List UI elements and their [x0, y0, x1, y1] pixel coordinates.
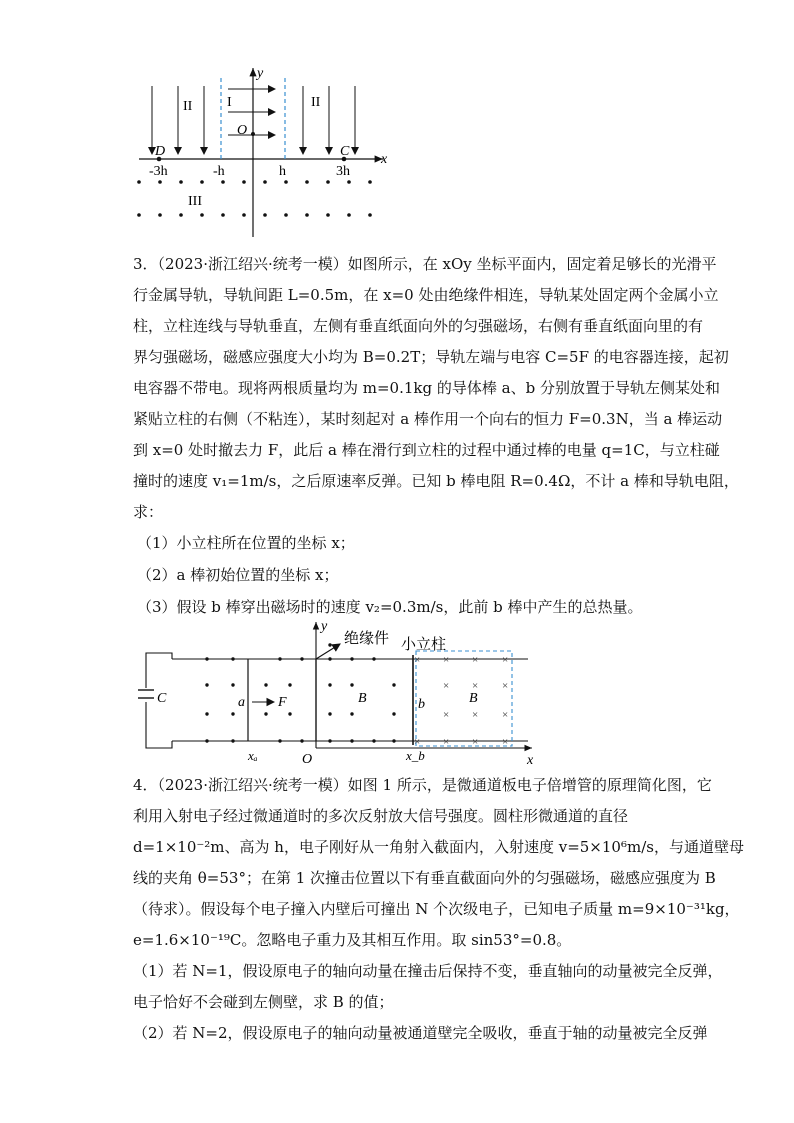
text-line: 紧贴立柱的右侧（不粘连），某时刻起对 a 棒作用一个向右的恒力 F=0.3N，当 a 棒运动	[133, 410, 723, 428]
question-3-sub-1: （1）小立柱所在位置的坐标 x；	[137, 534, 355, 552]
svg-text:×: ×	[502, 709, 509, 721]
tick-negh-label: -h	[213, 164, 225, 179]
svg-text:×: ×	[502, 680, 509, 692]
rail-circuit-diagram	[130, 618, 540, 768]
svg-text:×: ×	[472, 654, 479, 666]
svg-text:×: ×	[414, 736, 421, 748]
field-boundary	[416, 651, 512, 746]
svg-text:×: ×	[414, 654, 421, 666]
field-b-left-label: B	[358, 691, 367, 706]
question-3-sub-2: （2）a 棒初始位置的坐标 x；	[137, 566, 339, 584]
axis-y-label: y	[321, 619, 328, 634]
text-line: 电容器不带电。现将两根质量均为 m=0.1kg 的导体棒 a、b 分别放置于导轨左侧某处和	[133, 379, 720, 397]
svg-text:×: ×	[443, 654, 450, 666]
axis-y-label: y	[257, 66, 264, 81]
text-line: e=1.6×10⁻¹⁹C。忽略电子重力及其相互作用。取 sin53°=0.8。	[133, 931, 572, 949]
text-line: 4．（2023·浙江绍兴·统考一模）如图 1 所示，是微通道板电子倍增管的原理简化图，它	[133, 776, 712, 794]
text-line: 3．（2023·浙江绍兴·统考一模）如图所示，在 xOy 坐标平面内，固定着足够长的光滑平	[133, 255, 717, 273]
magnetic-field-crosses-in	[414, 654, 508, 748]
question-4-text	[133, 770, 744, 1049]
insulator-label: 绝缘件	[344, 631, 390, 647]
text-line: 界匀强磁场，磁感应强度大小均为 B=0.2T；导轨左端与电容 C=5F 的电容器连接，起初	[133, 348, 729, 366]
point-d-label: D	[155, 144, 166, 159]
tick-neg3h-label: -3h	[149, 164, 168, 179]
magnetic-field-dots-out	[205, 643, 395, 742]
region-ii-left-label: II	[183, 99, 193, 114]
text-line: d=1×10⁻²m、高为 h，电子刚好从一角射入截面内，入射速度 v=5×10⁶m/s，与通道壁母	[133, 838, 744, 856]
pillar-label: 小立柱	[401, 637, 447, 653]
svg-text:×: ×	[443, 709, 450, 721]
text-line: 撞时的速度 v₁=1m/s，之后原速率反弹。已知 b 棒电阻 R=0.4Ω，不计 a 棒和导轨电阻，	[133, 472, 739, 490]
point-c-label: C	[340, 144, 350, 159]
text-line: （待求）。假设每个电子撞入内壁后可撞出 N 个次级电子，已知电子质量 m=9×10⁻³¹kg，	[133, 900, 740, 918]
rod-a-label: a	[238, 695, 245, 710]
origin-label: O	[237, 123, 248, 138]
origin-label: O	[302, 752, 313, 767]
magnetic-field-dots	[137, 180, 372, 217]
capacitor-wire	[146, 702, 172, 748]
xa-label: xₐ	[248, 748, 258, 763]
question-3-text	[133, 249, 739, 528]
field-b-right-label: B	[469, 691, 478, 706]
rod-b-label: b	[418, 697, 425, 712]
insulator-pointer	[316, 644, 340, 659]
text-line: （2）若 N=2，假设原电子的轴向动量被通道壁完全吸收，垂直于轴的动量被完全反弹	[133, 1024, 708, 1042]
text-line: 电子恰好不会碰到左侧壁，求 B 的值；	[133, 993, 394, 1011]
text-line: 到 x=0 处时撤去力 F，此后 a 棒在滑行到立柱的过程中通过棒的电量 q=1C，与立柱碰	[133, 441, 720, 459]
text-line: 柱，立柱连线与导轨垂直，左侧有垂直纸面向外的匀强磁场，右侧有垂直纸面向里的有	[133, 317, 704, 335]
svg-text:×: ×	[502, 736, 509, 748]
question-3-sub-3: （3）假设 b 棒穿出磁场时的速度 v₂=0.3m/s，此前 b 棒中产生的总热量。	[137, 598, 643, 616]
origin-dot	[251, 132, 255, 136]
text-line: （1）若 N=1，假设原电子的轴向动量在撞击后保持不变，垂直轴向的动量被完全反弹，	[133, 962, 723, 980]
xb-label: x_b	[406, 748, 425, 763]
svg-text:×: ×	[472, 736, 479, 748]
tick-h-label: h	[279, 164, 286, 179]
text-line: 行金属导轨，导轨间距 L=0.5m，在 x=0 处由绝缘件相连，导轨某处固定两个金属小立	[133, 286, 719, 304]
region-iii-label: III	[188, 194, 202, 209]
text-line: 线的夹角 θ=53°；在第 1 次撞击位置以下有垂直截面向外的匀强磁场，磁感应强度为 B	[133, 869, 716, 887]
force-label: F	[278, 695, 287, 710]
svg-text:×: ×	[443, 736, 450, 748]
text-line: 利用入射电子经过微通道时的多次反射放大信号强度。圆柱形微通道的直径	[133, 807, 629, 825]
tick-3h-label: 3h	[336, 164, 350, 179]
svg-text:×: ×	[502, 654, 509, 666]
svg-text:×: ×	[472, 680, 479, 692]
capacitor-wire	[146, 653, 172, 688]
axis-x-label: x	[381, 152, 388, 167]
capacitor-label: C	[157, 691, 167, 706]
svg-text:×: ×	[443, 680, 450, 692]
region-i-label: I	[227, 95, 232, 110]
axis-x-label: x	[527, 753, 534, 768]
region-ii-right-label: II	[311, 95, 321, 110]
text-line: 求：	[133, 503, 164, 521]
field-region-diagram	[125, 62, 395, 242]
svg-text:×: ×	[472, 709, 479, 721]
